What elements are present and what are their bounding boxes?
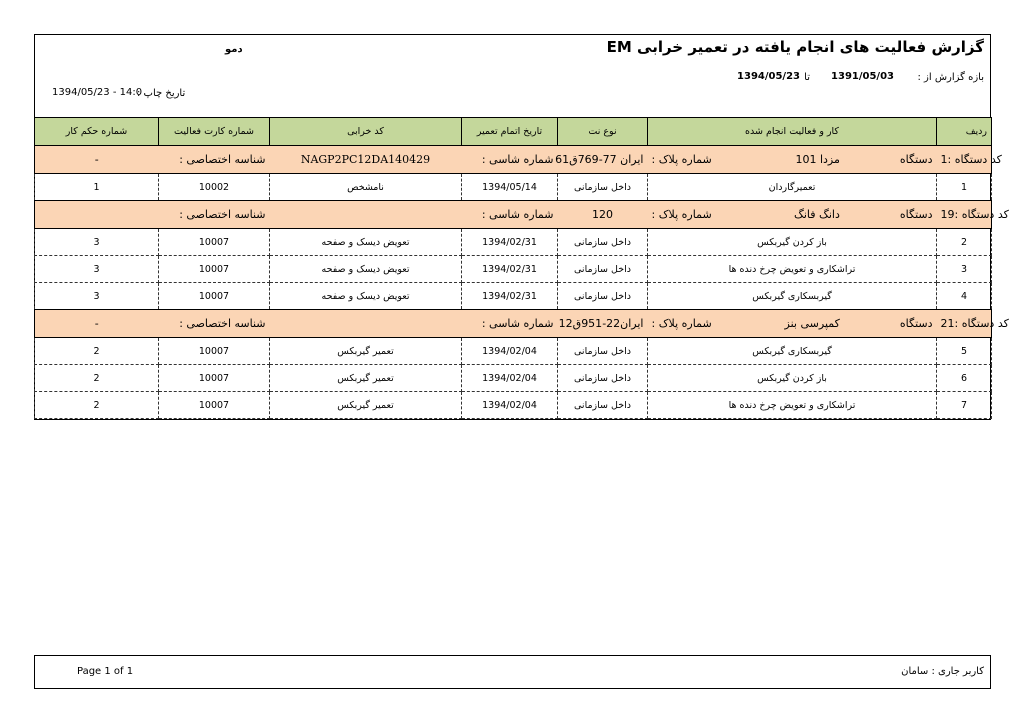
date-cell: 1394/02/04 [462, 365, 558, 392]
table-header-row [35, 118, 992, 146]
row-number-cell: 4 [937, 283, 992, 310]
activity-card-cell: 10002 [159, 174, 270, 201]
row-number-cell: 3 [937, 256, 992, 283]
work-order-cell: 3 [35, 229, 159, 256]
row-number-cell: 7 [937, 392, 992, 419]
private-id-value: - [35, 310, 159, 338]
chassis-label: شماره شاسی : [462, 146, 558, 174]
device-code-cell [937, 146, 1002, 174]
chassis-label: شماره شاسی : [462, 201, 558, 229]
work-order-cell: 3 [35, 256, 159, 283]
plate-label: شماره پلاک : [651, 317, 712, 330]
page-indicator: Page 1 of 1 [77, 666, 134, 677]
activity-card-cell: 10007 [159, 338, 270, 365]
device-code-cell [937, 201, 1009, 229]
row-number-cell: 6 [937, 365, 992, 392]
device-info-cell [648, 146, 937, 174]
work-order-cell: 2 [35, 365, 159, 392]
activity-cell: باز کردن گیربکس [648, 229, 937, 256]
device-label: دستگاه [899, 208, 933, 221]
date-cell: 1394/02/31 [462, 256, 558, 283]
report-footer [34, 655, 991, 689]
plate-value: ایران22-951ق12 [558, 310, 648, 338]
activity-cell: تراشکاری و تعویض چرخ دنده ها [648, 392, 937, 419]
activity-card-cell: 10007 [159, 229, 270, 256]
note-type-cell: داخل سازمانی [558, 338, 648, 365]
chassis-label: شماره شاسی : [462, 310, 558, 338]
activity-cell: باز کردن گیربکس [648, 365, 937, 392]
table-row [35, 283, 992, 310]
table-row [35, 392, 992, 419]
device-info-cell [648, 310, 937, 338]
period-label: بازه گزارش از : [917, 72, 984, 83]
activity-card-cell: 10007 [159, 283, 270, 310]
private-id-label: شناسه اختصاصی : [159, 310, 270, 338]
activity-cell: گیربسکاری گیربکس [648, 338, 937, 365]
date-cell: 1394/02/04 [462, 338, 558, 365]
row-number-cell: 2 [937, 229, 992, 256]
col-activity-card[interactable]: شماره کارت فعالیت [159, 118, 270, 146]
note-type-cell: داخل سازمانی [558, 229, 648, 256]
device-code-value: 19 [940, 208, 955, 221]
activity-cell: تراشکاری و تعویض چرخ دنده ها [648, 256, 937, 283]
fault-code-cell: تعویض دیسک و صفحه [270, 229, 462, 256]
report-table [34, 117, 1009, 419]
fault-code-cell: نامشخص [270, 174, 462, 201]
chassis-value [270, 310, 462, 338]
date-cell: 1394/05/14 [462, 174, 558, 201]
device-name: مزدا 101 [795, 153, 840, 166]
company-name: دمو [225, 44, 243, 55]
device-info-cell [648, 201, 937, 229]
device-name: دانگ فانگ [794, 208, 840, 221]
current-user: کاربر جاری : سامان [901, 666, 984, 677]
col-completion-date[interactable]: تاریخ اتمام تعمیر [462, 118, 558, 146]
private-id-value [35, 201, 159, 229]
fault-code-cell: تعویض دیسک و صفحه [270, 283, 462, 310]
private-id-label: شناسه اختصاصی : [159, 201, 270, 229]
device-group-row [35, 310, 992, 338]
fault-code-cell: تعمیر گیربکس [270, 365, 462, 392]
table-row [35, 174, 992, 201]
date-cell: 1394/02/31 [462, 283, 558, 310]
table-row [35, 229, 992, 256]
activity-cell: گیربسکاری گیربکس [648, 283, 937, 310]
note-type-cell: داخل سازمانی [558, 283, 648, 310]
plate-label: شماره پلاک : [651, 208, 712, 221]
date-cell: 1394/02/31 [462, 229, 558, 256]
col-activity[interactable]: کار و فعالیت انجام شده [648, 118, 937, 146]
private-id-value: - [35, 146, 159, 174]
private-id-label: شناسه اختصاصی : [159, 146, 270, 174]
activity-card-cell: 10007 [159, 365, 270, 392]
device-code-label: کد دستگاه : [954, 317, 1009, 330]
device-code-cell [937, 310, 1009, 338]
device-name: کمپرسی بنز [784, 317, 840, 330]
plate-label: شماره پلاک : [651, 153, 712, 166]
plate-value: 120 [558, 201, 648, 229]
col-work-order[interactable]: شماره حکم کار [35, 118, 159, 146]
device-label: دستگاه [899, 317, 933, 330]
chassis-value [270, 201, 462, 229]
device-code-label: کد دستگاه : [954, 208, 1009, 221]
row-number-cell: 1 [937, 174, 992, 201]
work-order-cell: 1 [35, 174, 159, 201]
activity-card-cell: 10007 [159, 392, 270, 419]
device-code-label: کد دستگاه : [947, 153, 1002, 166]
plate-value: ایران 77-769ق61 [558, 146, 648, 174]
fault-code-cell: تعمیر گیربکس [270, 392, 462, 419]
work-order-cell: 2 [35, 338, 159, 365]
fault-code-cell: تعمیر گیربکس [270, 338, 462, 365]
col-note-type[interactable]: نوع نت [558, 118, 648, 146]
date-cell: 1394/02/04 [462, 392, 558, 419]
device-label: دستگاه [899, 153, 933, 166]
table-row [35, 365, 992, 392]
work-order-cell: 2 [35, 392, 159, 419]
note-type-cell: داخل سازمانی [558, 256, 648, 283]
chassis-value: NAGP2PC12DA140429 [270, 146, 462, 174]
table-row [35, 338, 992, 365]
period-to-label: تا [804, 72, 810, 83]
print-date-label: تاریخ چاپ : [137, 88, 186, 99]
device-code-value: 1 [940, 153, 948, 166]
table-row [35, 256, 992, 283]
col-fault-code[interactable]: کد خرابی [270, 118, 462, 146]
period-from: 1391/05/03 [831, 71, 894, 82]
activity-card-cell: 10007 [159, 256, 270, 283]
note-type-cell: داخل سازمانی [558, 392, 648, 419]
note-type-cell: داخل سازمانی [558, 174, 648, 201]
device-group-row [35, 146, 992, 174]
note-type-cell: داخل سازمانی [558, 365, 648, 392]
report-title: گزارش فعالیت های انجام یافته در تعمیر خرابی EM [606, 38, 984, 56]
work-order-cell: 3 [35, 283, 159, 310]
print-date: 1394/05/23 - 14:0 [52, 87, 143, 98]
row-number-cell: 5 [937, 338, 992, 365]
col-row[interactable]: ردیف [937, 118, 992, 146]
fault-code-cell: تعویض دیسک و صفحه [270, 256, 462, 283]
activity-cell: تعمیرگاردان [648, 174, 937, 201]
device-group-row [35, 201, 992, 229]
device-code-value: 21 [940, 317, 955, 330]
period-to: 1394/05/23 [737, 71, 800, 82]
